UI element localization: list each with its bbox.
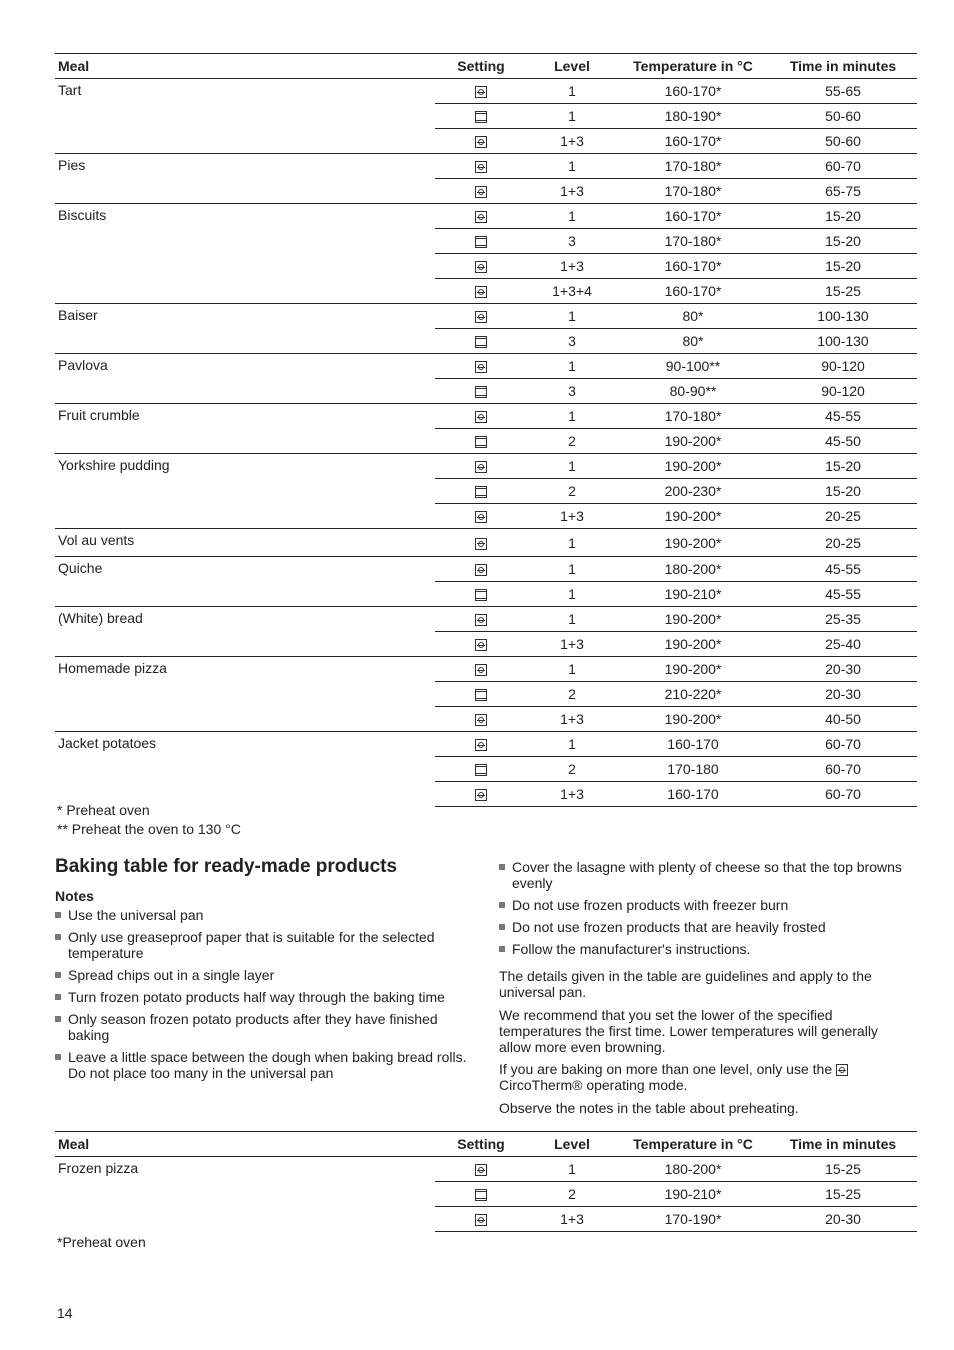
list-item: Do not use frozen products with freezer burn xyxy=(499,897,909,913)
temperature-cell: 80* xyxy=(617,304,769,329)
setting-cell xyxy=(435,154,527,179)
meal-cell: Biscuits xyxy=(55,204,435,304)
temperature-cell: 190-200* xyxy=(617,504,769,529)
time-cell: 20-30 xyxy=(769,657,917,682)
level-cell: 1+3 xyxy=(527,129,617,154)
time-cell: 15-20 xyxy=(769,204,917,229)
fan-icon xyxy=(475,511,487,523)
level-cell: 1+3 xyxy=(527,179,617,204)
level-cell: 1 xyxy=(527,732,617,757)
setting-cell xyxy=(435,404,527,429)
meal-cell: Jacket potatoes xyxy=(55,732,435,807)
temperature-cell: 90-100** xyxy=(617,354,769,379)
temperature-cell: 170-180 xyxy=(617,757,769,782)
temperature-cell: 180-200* xyxy=(617,1157,769,1182)
time-cell: 60-70 xyxy=(769,732,917,757)
time-cell: 90-120 xyxy=(769,379,917,404)
temperature-cell: 170-180* xyxy=(617,179,769,204)
fan-icon xyxy=(836,1064,848,1076)
table-row xyxy=(55,404,917,429)
fan-icon xyxy=(475,136,487,148)
temperature-cell: 170-180* xyxy=(617,154,769,179)
level-cell: 1 xyxy=(527,454,617,479)
list-item: Cover the lasagne with plenty of cheese so that the top browns evenly xyxy=(499,859,909,891)
temperature-cell: 80-90** xyxy=(617,379,769,404)
temperature-cell: 160-170* xyxy=(617,254,769,279)
temperature-cell: 190-210* xyxy=(617,1182,769,1207)
temperature-cell: 160-170 xyxy=(617,732,769,757)
level-cell: 1 xyxy=(527,104,617,129)
list-item: Do not use frozen products that are heavily frosted xyxy=(499,919,909,935)
temperature-cell: 80* xyxy=(617,329,769,354)
header-temperature: Temperature in °C xyxy=(617,1132,769,1157)
temperature-cell: 160-170* xyxy=(617,129,769,154)
level-cell: 1+3 xyxy=(527,782,617,807)
time-cell: 45-50 xyxy=(769,429,917,454)
table-row xyxy=(55,607,917,632)
setting-cell xyxy=(435,504,527,529)
table-header-row xyxy=(55,54,917,79)
setting-cell xyxy=(435,607,527,632)
setting-cell xyxy=(435,329,527,354)
setting-cell xyxy=(435,304,527,329)
temperature-cell: 200-230* xyxy=(617,479,769,504)
meal-cell: Pies xyxy=(55,154,435,204)
fan-icon xyxy=(475,664,487,676)
setting-cell xyxy=(435,204,527,229)
level-cell: 2 xyxy=(527,757,617,782)
notes-list-right xyxy=(499,859,909,963)
meal-cell: (White) bread xyxy=(55,607,435,657)
time-cell: 40-50 xyxy=(769,707,917,732)
level-cell: 1+3 xyxy=(527,707,617,732)
level-cell: 3 xyxy=(527,229,617,254)
fan-icon xyxy=(475,564,487,576)
level-cell: 3 xyxy=(527,379,617,404)
setting-cell xyxy=(435,479,527,504)
level-cell: 1 xyxy=(527,657,617,682)
setting-cell xyxy=(435,1182,527,1207)
table-row xyxy=(55,529,917,557)
setting-cell xyxy=(435,757,527,782)
time-cell: 60-70 xyxy=(769,154,917,179)
time-cell: 15-25 xyxy=(769,1182,917,1207)
temperature-cell: 190-200* xyxy=(617,707,769,732)
list-item: Follow the manufacturer's instructions. xyxy=(499,941,909,957)
level-cell: 1 xyxy=(527,529,617,557)
setting-cell xyxy=(435,732,527,757)
setting-cell xyxy=(435,279,527,304)
setting-cell xyxy=(435,454,527,479)
setting-cell xyxy=(435,1207,527,1232)
temperature-cell: 210-220* xyxy=(617,682,769,707)
time-cell: 45-55 xyxy=(769,582,917,607)
setting-cell xyxy=(435,429,527,454)
level-cell: 1 xyxy=(527,557,617,582)
level-cell: 1+3 xyxy=(527,632,617,657)
header-temperature: Temperature in °C xyxy=(617,54,769,79)
table-row xyxy=(55,454,917,479)
level-cell: 1+3 xyxy=(527,504,617,529)
setting-cell xyxy=(435,782,527,807)
time-cell: 50-60 xyxy=(769,129,917,154)
header-meal: Meal xyxy=(55,54,435,79)
time-cell: 20-30 xyxy=(769,682,917,707)
temperature-cell: 160-170* xyxy=(617,279,769,304)
conventional-icon xyxy=(475,236,487,248)
table-row xyxy=(55,354,917,379)
temperature-cell: 160-170* xyxy=(617,79,769,104)
level-cell: 1 xyxy=(527,204,617,229)
time-cell: 25-35 xyxy=(769,607,917,632)
multi-level-paragraph xyxy=(499,1061,909,1093)
level-cell: 1 xyxy=(527,582,617,607)
time-cell: 45-55 xyxy=(769,404,917,429)
level-cell: 1 xyxy=(527,79,617,104)
conventional-icon xyxy=(475,589,487,601)
header-level: Level xyxy=(527,1132,617,1157)
meal-cell: Baiser xyxy=(55,304,435,354)
temperature-cell: 190-200* xyxy=(617,454,769,479)
conventional-icon xyxy=(475,436,487,448)
conventional-icon xyxy=(475,111,487,123)
time-cell: 100-130 xyxy=(769,304,917,329)
meal-cell: Quiche xyxy=(55,557,435,607)
setting-cell xyxy=(435,354,527,379)
fan-icon xyxy=(475,789,487,801)
meal-cell: Pavlova xyxy=(55,354,435,404)
level-cell: 2 xyxy=(527,682,617,707)
level-cell: 1 xyxy=(527,354,617,379)
time-cell: 45-55 xyxy=(769,557,917,582)
fan-icon xyxy=(475,714,487,726)
header-level: Level xyxy=(527,54,617,79)
setting-cell xyxy=(435,129,527,154)
fan-icon xyxy=(475,739,487,751)
temperature-cell: 170-180* xyxy=(617,229,769,254)
setting-cell xyxy=(435,682,527,707)
table-row xyxy=(55,154,917,179)
level-cell: 2 xyxy=(527,479,617,504)
level-cell: 1 xyxy=(527,607,617,632)
time-cell: 20-30 xyxy=(769,1207,917,1232)
conventional-icon xyxy=(475,764,487,776)
conventional-icon xyxy=(475,1189,487,1201)
setting-cell xyxy=(435,104,527,129)
setting-cell xyxy=(435,254,527,279)
list-item: Use the universal pan xyxy=(55,907,475,923)
time-cell: 100-130 xyxy=(769,329,917,354)
time-cell: 50-60 xyxy=(769,104,917,129)
list-item: Leave a little space between the dough when baking bread rolls. Do not place too many in the universal pan xyxy=(55,1049,475,1081)
temperature-cell: 190-200* xyxy=(617,607,769,632)
level-cell: 1+3+4 xyxy=(527,279,617,304)
list-item: Only season frozen potato products after they have finished baking xyxy=(55,1011,475,1043)
header-time: Time in minutes xyxy=(769,54,917,79)
table-row xyxy=(55,79,917,104)
fan-icon xyxy=(475,614,487,626)
time-cell: 65-75 xyxy=(769,179,917,204)
page-number: 14 xyxy=(57,1305,73,1321)
temperature-cell: 160-170* xyxy=(617,204,769,229)
setting-cell xyxy=(435,529,527,557)
time-cell: 15-20 xyxy=(769,479,917,504)
table-row xyxy=(55,304,917,329)
level-cell: 3 xyxy=(527,329,617,354)
time-cell: 25-40 xyxy=(769,632,917,657)
table-row xyxy=(55,732,917,757)
conventional-icon xyxy=(475,336,487,348)
time-cell: 90-120 xyxy=(769,354,917,379)
table-row xyxy=(55,557,917,582)
time-cell: 15-20 xyxy=(769,229,917,254)
section-title: Baking table for ready-made products xyxy=(55,856,398,877)
meal-cell: Yorkshire pudding xyxy=(55,454,435,529)
meal-cell: Frozen pizza xyxy=(55,1157,435,1232)
setting-cell xyxy=(435,707,527,732)
list-item: Only use greaseproof paper that is suitable for the selected temperature xyxy=(55,929,475,961)
fan-icon xyxy=(475,261,487,273)
time-cell: 15-20 xyxy=(769,454,917,479)
ready-made-table xyxy=(55,1131,917,1232)
setting-cell xyxy=(435,657,527,682)
temperature-cell: 180-200* xyxy=(617,557,769,582)
table-row xyxy=(55,657,917,682)
notes-heading: Notes xyxy=(55,888,94,904)
time-cell: 60-70 xyxy=(769,782,917,807)
setting-cell xyxy=(435,379,527,404)
fan-icon xyxy=(475,361,487,373)
level-cell: 1 xyxy=(527,1157,617,1182)
meal-cell: Tart xyxy=(55,79,435,154)
level-cell: 1 xyxy=(527,154,617,179)
fan-icon xyxy=(475,86,487,98)
fan-icon xyxy=(475,639,487,651)
level-cell: 1 xyxy=(527,404,617,429)
temperature-cell: 190-200* xyxy=(617,529,769,557)
footnote-preheat: *Preheat oven xyxy=(57,1234,146,1250)
time-cell: 15-25 xyxy=(769,1157,917,1182)
level-cell: 1+3 xyxy=(527,1207,617,1232)
temperature-cell: 170-180* xyxy=(617,404,769,429)
conventional-icon xyxy=(475,486,487,498)
fan-icon xyxy=(475,211,487,223)
temperature-cell: 160-170 xyxy=(617,782,769,807)
temperature-cell: 190-210* xyxy=(617,582,769,607)
temperature-cell: 170-190* xyxy=(617,1207,769,1232)
level-cell: 2 xyxy=(527,1182,617,1207)
temperature-cell: 190-200* xyxy=(617,632,769,657)
table-row xyxy=(55,1157,917,1182)
multi-level-text: If you are baking on more than one level, only use the xyxy=(499,1061,833,1077)
header-setting: Setting xyxy=(435,54,527,79)
conventional-icon xyxy=(475,689,487,701)
meal-cell: Vol au vents xyxy=(55,529,435,557)
setting-cell xyxy=(435,79,527,104)
setting-cell xyxy=(435,229,527,254)
footnote-preheat: * Preheat oven xyxy=(57,802,150,818)
recommendation-paragraph: We recommend that you set the lower of the specified temperatures the first time. Lower temperatures will generally allow more even browning. xyxy=(499,1007,878,1055)
header-time: Time in minutes xyxy=(769,1132,917,1157)
fan-icon xyxy=(475,1214,487,1226)
setting-cell xyxy=(435,179,527,204)
temperature-cell: 190-200* xyxy=(617,657,769,682)
temperature-cell: 190-200* xyxy=(617,429,769,454)
fan-icon xyxy=(475,186,487,198)
setting-cell xyxy=(435,632,527,657)
temperature-cell: 180-190* xyxy=(617,104,769,129)
fan-icon xyxy=(475,311,487,323)
fan-icon xyxy=(475,1164,487,1176)
time-cell: 15-20 xyxy=(769,254,917,279)
table-row xyxy=(55,204,917,229)
meal-cell: Fruit crumble xyxy=(55,404,435,454)
list-item: Spread chips out in a single layer xyxy=(55,967,475,983)
time-cell: 60-70 xyxy=(769,757,917,782)
time-cell: 15-25 xyxy=(769,279,917,304)
meal-cell: Homemade pizza xyxy=(55,657,435,732)
table-header-row xyxy=(55,1132,917,1157)
time-cell: 20-25 xyxy=(769,504,917,529)
list-item: Turn frozen potato products half way through the baking time xyxy=(55,989,475,1005)
footnote-preheat-130: ** Preheat the oven to 130 °C xyxy=(57,821,241,837)
header-setting: Setting xyxy=(435,1132,527,1157)
fan-icon xyxy=(475,161,487,173)
fan-icon xyxy=(475,286,487,298)
level-cell: 2 xyxy=(527,429,617,454)
conventional-icon xyxy=(475,386,487,398)
fan-icon xyxy=(475,411,487,423)
level-cell: 1+3 xyxy=(527,254,617,279)
setting-cell xyxy=(435,1157,527,1182)
baking-table xyxy=(55,53,917,807)
fan-icon xyxy=(475,538,487,550)
time-cell: 20-25 xyxy=(769,529,917,557)
preheat-paragraph: Observe the notes in the table about preheating. xyxy=(499,1100,799,1116)
level-cell: 1 xyxy=(527,304,617,329)
notes-list-left xyxy=(55,907,475,1087)
setting-cell xyxy=(435,557,527,582)
setting-cell xyxy=(435,582,527,607)
time-cell: 55-65 xyxy=(769,79,917,104)
guideline-paragraph: The details given in the table are guidelines and apply to the universal pan. xyxy=(499,968,872,1000)
circotherm-text: CircoTherm® operating mode. xyxy=(499,1077,688,1093)
fan-icon xyxy=(475,461,487,473)
header-meal: Meal xyxy=(55,1132,435,1157)
